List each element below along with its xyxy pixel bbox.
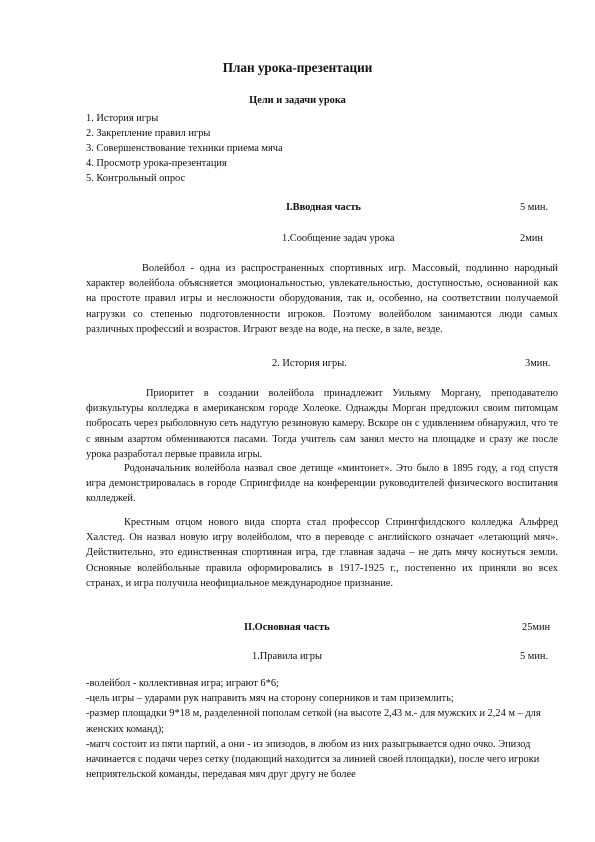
paragraph-text: Приоритет в создании волейбола принадлежит Уильяму Моргану, преподавателю физкультуры колледжа в американском городе Холеоке. Однажды Морган предложил своим питомцам побросать через рыболовную сеть надутую резиновую камеру. Вскоре он с удивлением обнаружил, что те с явным азартом обмениваются пасами. Тогда учитель сам занял место на площадке и сразу же после урока разработал первые правила игры. bbox=[86, 388, 558, 460]
rule-item: -матч состоит из пяти партий, а они - из эпизодов, в любом из них разыгрывается одно очко. Эпизод начинается с подачи через сетку (подающий находится за линией своей площадки), после чего игроки неприятельской команды, передавая мяч друг другу не более bbox=[86, 738, 540, 781]
rules-list bbox=[86, 676, 562, 782]
rule-item: -волейбол - коллективная игра; играют 6*6; bbox=[86, 678, 279, 689]
paragraph-volleyball-intro bbox=[86, 261, 558, 337]
goal-item: 3. Совершенствование техники приема мяча bbox=[86, 143, 283, 154]
subsection-heading-rules: 1.Правила игры bbox=[252, 651, 322, 662]
goal-item: 5. Контрольный опрос bbox=[86, 173, 186, 184]
section-time-intro: 5 мин. bbox=[520, 202, 549, 213]
subsection-heading-tasks: 1.Сообщение задач урока bbox=[282, 233, 395, 244]
goal-item: 4. Просмотр урока-презентация bbox=[86, 158, 227, 169]
subsection-time-tasks: 2мин bbox=[520, 233, 543, 244]
paragraph-history-3 bbox=[86, 515, 558, 591]
paragraph-text: Крестным отцом нового вида спорта стал профессор Спрингфилдского колледжа Альфред Халстед. Он назвал новую игру волейболом, что в переводе с английского означает «летающий мяч». Действительно, это единственная спортивная игра, где главная задача – не дать мячу коснуться земли. Основные волейбольные правила оформировались в 1917-1925 г., постепенно их приняли во всех странах, и игра получила неофициальное международное признание. bbox=[86, 517, 558, 589]
paragraph-text: Волейбол - одна из распространенных спортивных игр. Массовый, подлинно народный характер волейбола объясняется эмоциональностью, увлекательностью, доступностью, основанной как на простоте правил игры и несложности оборудования, так и, особенно, на соответствии получаемой нагрузки со степенью подготовленности игроков. Поэтому волейболом занимаются люди самых различных профессий и возрастов. Играют везде на воде, на песке, в зале, везде. bbox=[86, 263, 558, 335]
paragraph-history-1 bbox=[86, 386, 558, 462]
subsection-heading-history: 2. История игры. bbox=[272, 358, 347, 369]
goal-item: 2. Закрепление правил игры bbox=[86, 128, 211, 139]
section-time-main: 25мин bbox=[522, 622, 551, 633]
goal-item: 1. История игры bbox=[86, 113, 159, 124]
rule-item: -размер площадки 9*18 м, разделенной пополам сеткой (на высоте 2,43 м.- для мужских и 2,24 м – для женских команд); bbox=[86, 708, 541, 735]
subsection-time-history: 3мин. bbox=[525, 358, 551, 369]
section-heading-main: II.Основная часть bbox=[244, 622, 330, 633]
paragraph-history-2 bbox=[86, 461, 558, 507]
subsection-time-rules: 5 мин. bbox=[520, 651, 549, 662]
page-title: План урока-презентации bbox=[222, 60, 373, 75]
paragraph-text: Родоначальник волейбола назвал свое детище «минтонет». Это было в 1895 году, а год спустя игра демонстрировалась в городе Спрингфилде на конференции руководителей физического воспитания колледжей. bbox=[86, 463, 558, 505]
goals-heading: Цели и задачи урока bbox=[249, 95, 346, 106]
rule-item: -цель игры – ударами рук направить мяч на сторону соперников и там приземлить; bbox=[86, 693, 454, 705]
section-heading-intro: I.Вводная часть bbox=[286, 202, 361, 213]
